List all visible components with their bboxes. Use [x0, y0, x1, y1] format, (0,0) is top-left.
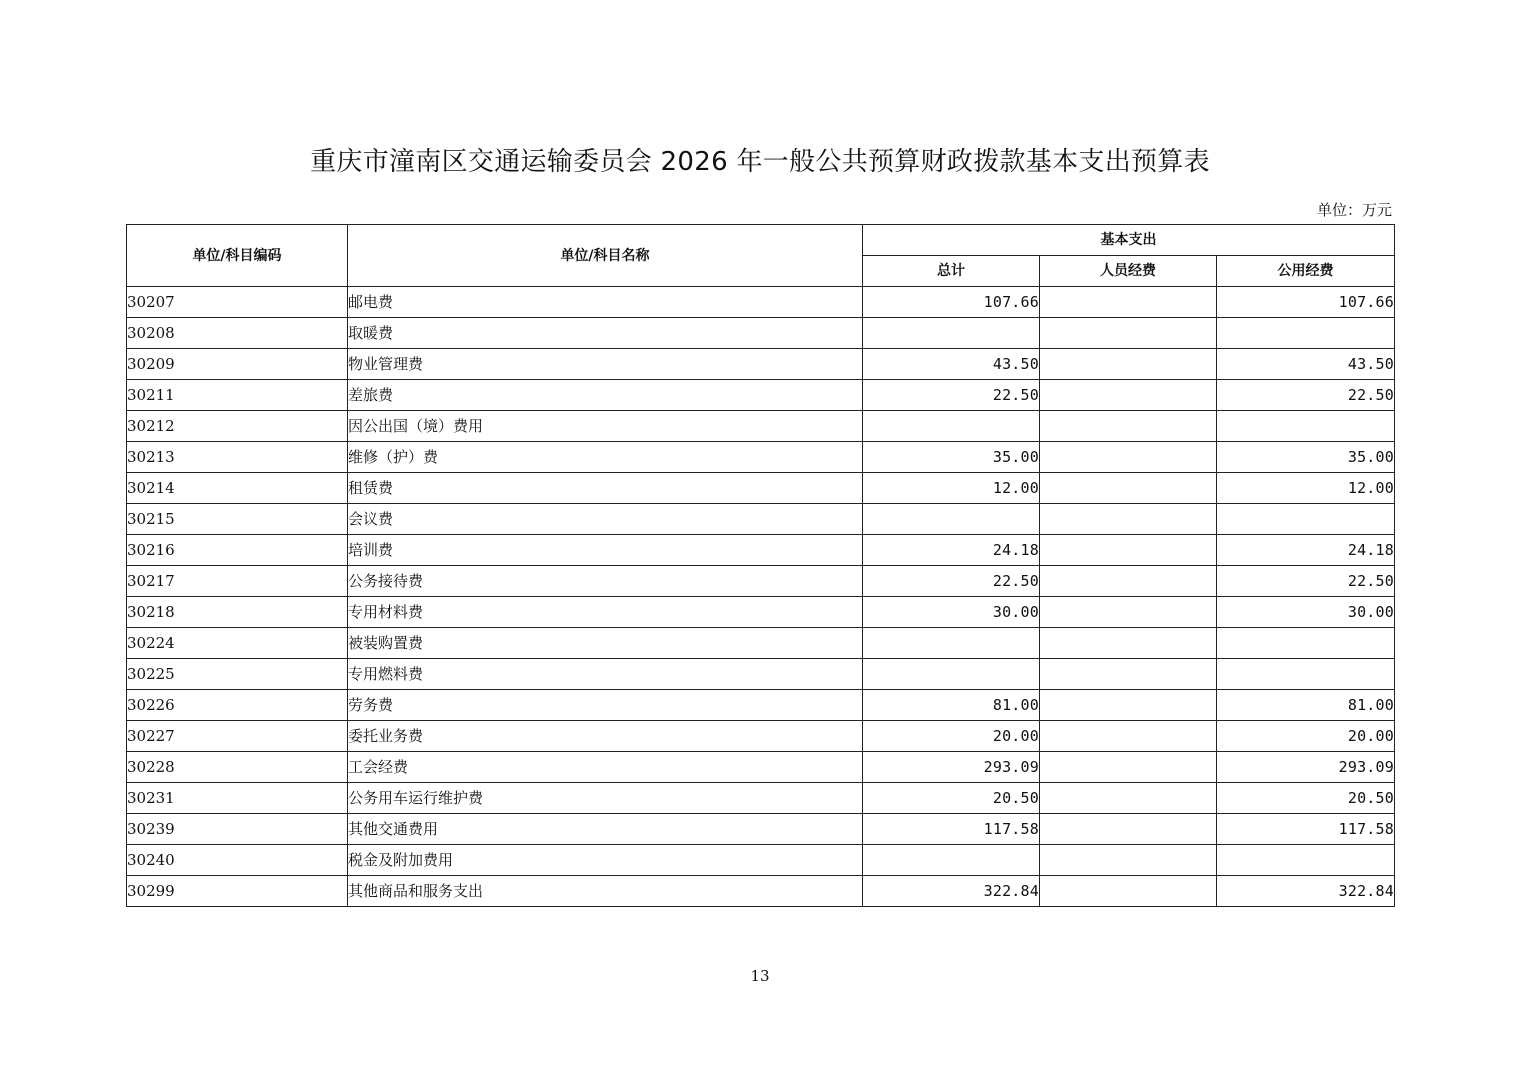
table-row — [127, 690, 1395, 721]
cell-personnel — [1040, 690, 1217, 721]
cell-personnel — [1040, 380, 1217, 411]
table-row — [127, 535, 1395, 566]
cell-code: 30213 — [127, 442, 348, 473]
table-row — [127, 380, 1395, 411]
cell-public: 22.50 — [1217, 566, 1395, 597]
table-row — [127, 845, 1395, 876]
cell-total: 35.00 — [863, 442, 1040, 473]
cell-name: 其他商品和服务支出 — [348, 876, 863, 907]
cell-personnel — [1040, 287, 1217, 318]
cell-total: 22.50 — [863, 566, 1040, 597]
cell-personnel — [1040, 628, 1217, 659]
cell-name: 会议费 — [348, 504, 863, 535]
header-total: 总计 — [863, 256, 1040, 287]
cell-personnel — [1040, 566, 1217, 597]
table-row — [127, 504, 1395, 535]
cell-code: 30212 — [127, 411, 348, 442]
table-row — [127, 721, 1395, 752]
cell-code: 30215 — [127, 504, 348, 535]
table-row — [127, 659, 1395, 690]
cell-name: 租赁费 — [348, 473, 863, 504]
cell-name: 劳务费 — [348, 690, 863, 721]
cell-code: 30240 — [127, 845, 348, 876]
cell-public: 20.00 — [1217, 721, 1395, 752]
table-row — [127, 597, 1395, 628]
cell-total: 22.50 — [863, 380, 1040, 411]
cell-name: 专用材料费 — [348, 597, 863, 628]
table-header — [127, 225, 1395, 287]
cell-name: 维修（护）费 — [348, 442, 863, 473]
cell-public: 12.00 — [1217, 473, 1395, 504]
cell-personnel — [1040, 442, 1217, 473]
cell-total: 24.18 — [863, 535, 1040, 566]
cell-public — [1217, 411, 1395, 442]
cell-personnel — [1040, 814, 1217, 845]
cell-code: 30209 — [127, 349, 348, 380]
cell-public: 20.50 — [1217, 783, 1395, 814]
cell-code: 30217 — [127, 566, 348, 597]
cell-name: 委托业务费 — [348, 721, 863, 752]
table-row — [127, 287, 1395, 318]
cell-code: 30226 — [127, 690, 348, 721]
table-row — [127, 473, 1395, 504]
cell-name: 公务用车运行维护费 — [348, 783, 863, 814]
cell-code: 30225 — [127, 659, 348, 690]
page-number: 13 — [750, 967, 770, 985]
cell-name: 取暖费 — [348, 318, 863, 349]
cell-code: 30207 — [127, 287, 348, 318]
cell-code: 30239 — [127, 814, 348, 845]
cell-public: 293.09 — [1217, 752, 1395, 783]
cell-name: 物业管理费 — [348, 349, 863, 380]
cell-name: 公务接待费 — [348, 566, 863, 597]
cell-name: 税金及附加费用 — [348, 845, 863, 876]
cell-total: 30.00 — [863, 597, 1040, 628]
table-row — [127, 628, 1395, 659]
cell-total — [863, 845, 1040, 876]
cell-public: 117.58 — [1217, 814, 1395, 845]
cell-code: 30208 — [127, 318, 348, 349]
table-row — [127, 411, 1395, 442]
cell-personnel — [1040, 721, 1217, 752]
cell-public — [1217, 318, 1395, 349]
cell-code: 30216 — [127, 535, 348, 566]
cell-total — [863, 628, 1040, 659]
cell-public — [1217, 845, 1395, 876]
cell-code: 30218 — [127, 597, 348, 628]
cell-personnel — [1040, 845, 1217, 876]
cell-public — [1217, 659, 1395, 690]
cell-name: 专用燃料费 — [348, 659, 863, 690]
cell-public: 35.00 — [1217, 442, 1395, 473]
cell-code: 30227 — [127, 721, 348, 752]
cell-personnel — [1040, 659, 1217, 690]
table-row — [127, 783, 1395, 814]
cell-personnel — [1040, 752, 1217, 783]
cell-code: 30214 — [127, 473, 348, 504]
cell-public: 24.18 — [1217, 535, 1395, 566]
cell-public — [1217, 504, 1395, 535]
cell-personnel — [1040, 876, 1217, 907]
table-row — [127, 876, 1395, 907]
cell-name: 培训费 — [348, 535, 863, 566]
cell-total: 20.00 — [863, 721, 1040, 752]
cell-personnel — [1040, 597, 1217, 628]
cell-total — [863, 318, 1040, 349]
cell-name: 工会经费 — [348, 752, 863, 783]
cell-public: 322.84 — [1217, 876, 1395, 907]
table-body — [127, 287, 1395, 907]
cell-total: 107.66 — [863, 287, 1040, 318]
cell-total: 322.84 — [863, 876, 1040, 907]
cell-name: 差旅费 — [348, 380, 863, 411]
budget-table — [126, 224, 1395, 907]
cell-total: 20.50 — [863, 783, 1040, 814]
cell-total: 12.00 — [863, 473, 1040, 504]
cell-total — [863, 411, 1040, 442]
header-name: 单位/科目名称 — [348, 225, 863, 287]
table-row — [127, 442, 1395, 473]
cell-public: 81.00 — [1217, 690, 1395, 721]
table-row — [127, 318, 1395, 349]
table-row — [127, 566, 1395, 597]
cell-name: 因公出国（境）费用 — [348, 411, 863, 442]
cell-public — [1217, 628, 1395, 659]
cell-code: 30231 — [127, 783, 348, 814]
header-personnel: 人员经费 — [1040, 256, 1217, 287]
cell-personnel — [1040, 318, 1217, 349]
cell-personnel — [1040, 504, 1217, 535]
header-code: 单位/科目编码 — [127, 225, 348, 287]
cell-personnel — [1040, 349, 1217, 380]
cell-code: 30228 — [127, 752, 348, 783]
cell-name: 其他交通费用 — [348, 814, 863, 845]
cell-total: 293.09 — [863, 752, 1040, 783]
cell-code: 30224 — [127, 628, 348, 659]
cell-personnel — [1040, 411, 1217, 442]
cell-personnel — [1040, 473, 1217, 504]
document-title: 重庆市潼南区交通运输委员会 2026 年一般公共预算财政拨款基本支出预算表 — [310, 147, 1210, 177]
table-row — [127, 814, 1395, 845]
cell-total: 43.50 — [863, 349, 1040, 380]
cell-name: 被装购置费 — [348, 628, 863, 659]
unit-label: 单位：万元 — [1316, 201, 1392, 219]
cell-code: 30211 — [127, 380, 348, 411]
cell-total: 117.58 — [863, 814, 1040, 845]
cell-total — [863, 504, 1040, 535]
table-row — [127, 349, 1395, 380]
header-public: 公用经费 — [1217, 256, 1395, 287]
cell-personnel — [1040, 783, 1217, 814]
cell-public: 30.00 — [1217, 597, 1395, 628]
cell-total: 81.00 — [863, 690, 1040, 721]
cell-public: 107.66 — [1217, 287, 1395, 318]
cell-total — [863, 659, 1040, 690]
cell-code: 30299 — [127, 876, 348, 907]
header-basic-expenditure: 基本支出 — [863, 225, 1395, 256]
cell-name: 邮电费 — [348, 287, 863, 318]
cell-personnel — [1040, 535, 1217, 566]
cell-public: 22.50 — [1217, 380, 1395, 411]
table-row — [127, 752, 1395, 783]
cell-public: 43.50 — [1217, 349, 1395, 380]
